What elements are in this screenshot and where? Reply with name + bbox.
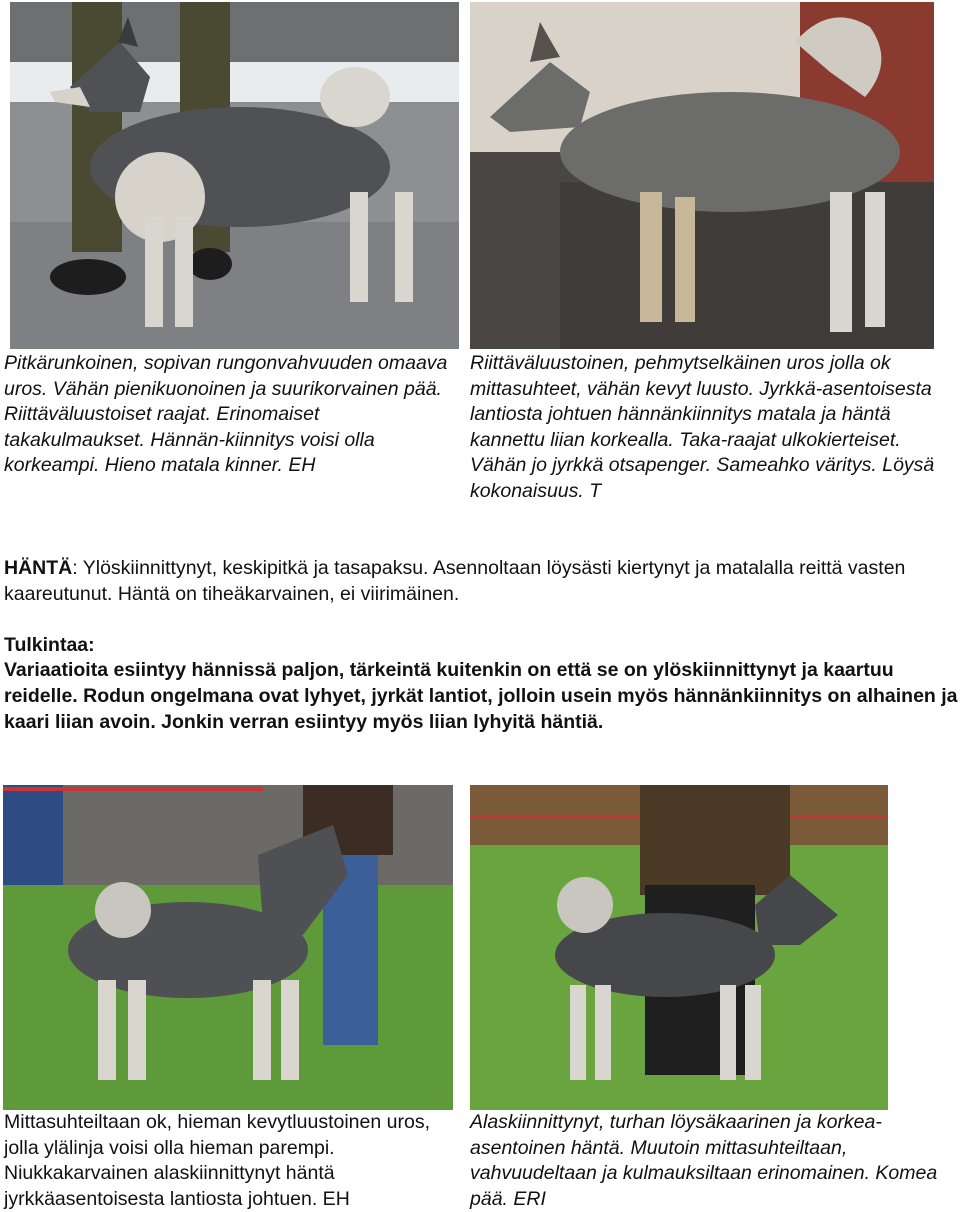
photo-dog-grass-right	[470, 785, 888, 1110]
caption-bottom-right: Alaskiinnittynyt, turhan löysäkaarinen ja korkea-asentoinen häntä. Muutoin mittasuhteiltaan, vahvuudeltaan ja kulmauksiltaan erinomainen. Komea pää. ERI	[470, 1111, 938, 1210]
photo-dog-grass-left	[3, 785, 453, 1110]
interpretation-heading: Tulkintaa:	[4, 634, 95, 656]
caption-top-left: Pitkärunkoinen, sopivan rungonvahvuuden omaava uros. Vähän pienikuonoinen ja suurikorvainen pää. Riittäväluustoiset raajat. Erinomaiset takakulmaukset. Hännän-kiinnitys voisi olla korkeampi. Hieno matala kinner. EH	[4, 352, 448, 477]
photo-dog-pavement	[10, 2, 459, 349]
photo-dog-carpet	[470, 2, 934, 349]
tail-label: HÄNTÄ	[4, 557, 73, 579]
interpretation-text: Variaatioita esiintyy hännissä paljon, tärkeintä kuitenkin on että se on ylöskiinnittynyt ja kaartuu reidelle. Rodun ongelmana ovat lyhyet, jyrkät lantiot, jolloin usein myös hännänkiinnitys on alhainen ja kaari liian avoin. Jonkin verran esiintyy myös liian lyhyitä häntiä.	[4, 659, 958, 733]
caption-top-right: Riittäväluustoinen, pehmytselkäinen uros jolla ok mittasuhteet, vähän kevyt luusto. Jyrkkä-asentoisesta lantiosta johtuen hännänkiinnitys matala ja häntä kannettu liian korkealla. Taka-raajat ulkokierteiset. Vähän jo jyrkkä otsapenger. Sameahko väritys. Löysä kokonaisuus. T	[470, 352, 935, 502]
tail-description	[4, 555, 960, 607]
caption-bottom-left: Mittasuhteiltaan ok, hieman kevytluustoinen uros, jolla ylälinja voisi olla hieman parempi. Niukkakarvainen alaskiinnittynyt häntä jyrkkäasentoisesta lantiosta johtuen. EH	[4, 1111, 430, 1210]
tail-text: : Ylöskiinnittynyt, keskipitkä ja tasapaksu. Asennoltaan löysästi kiertynyt ja matalalla reittä vasten kaareutunut. Häntä on tiheäkarvainen, ei viirimäinen.	[4, 557, 906, 605]
